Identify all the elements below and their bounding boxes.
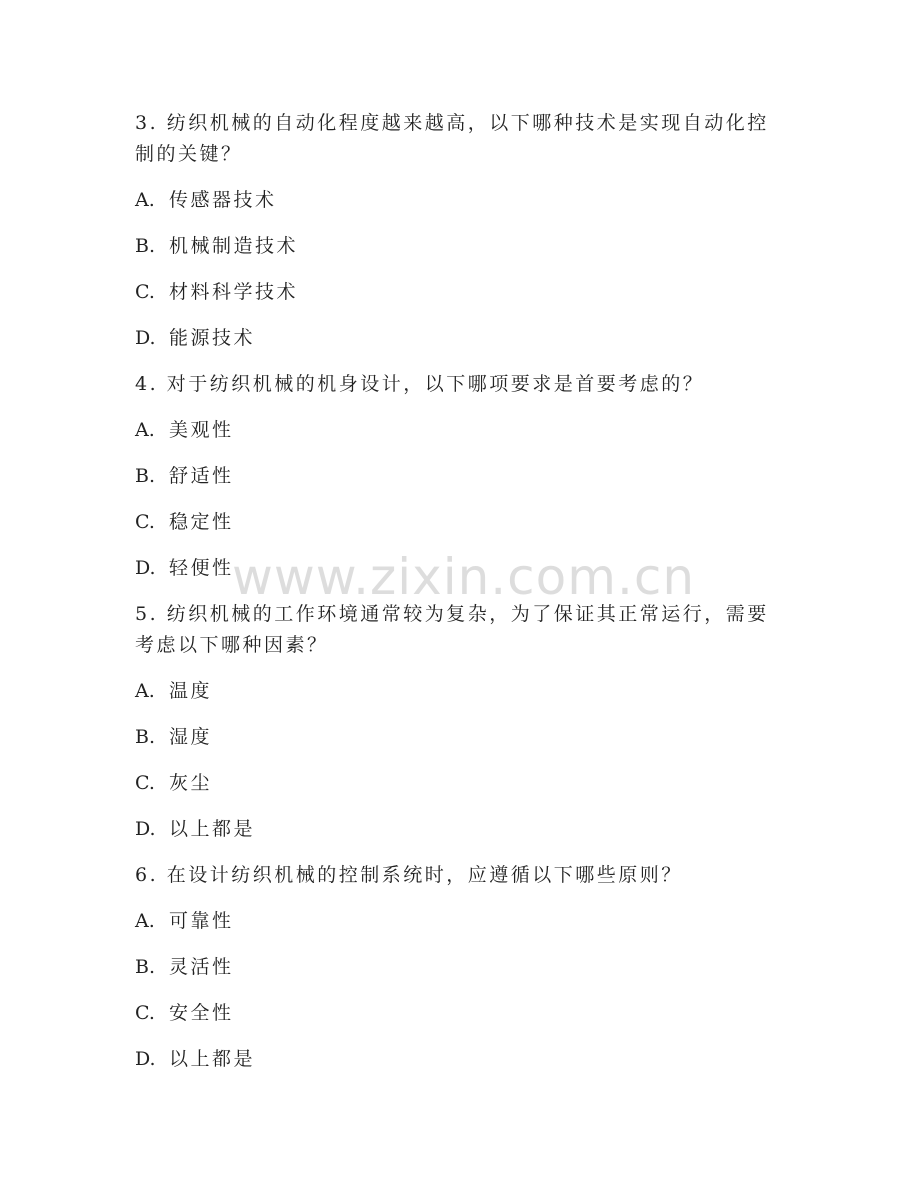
option-d: [135, 323, 785, 354]
option-label: A.: [135, 419, 155, 441]
option-label: A.: [135, 189, 155, 211]
option-c: [135, 768, 785, 799]
watermark-text: www.zixin.com.cn: [232, 548, 696, 606]
option-c: [135, 998, 785, 1029]
option-label: B.: [135, 465, 156, 487]
option-label: B.: [135, 956, 156, 978]
option-label: A.: [135, 680, 155, 702]
option-label: C.: [135, 772, 155, 794]
question-body: 纺织机械的自动化程度越来越高，以下哪种技术是实现自动化控制的关键？: [135, 112, 769, 165]
option-text: 温度: [169, 680, 213, 702]
question-block: [135, 860, 785, 1075]
question-text: [135, 599, 785, 661]
option-text: 灵活性: [169, 956, 234, 978]
option-label: B.: [135, 726, 156, 748]
option-b: [135, 952, 785, 983]
option-text: 稳定性: [169, 511, 234, 533]
option-b: [135, 722, 785, 753]
option-label: A.: [135, 910, 155, 932]
question-number: 5.: [135, 603, 159, 625]
option-label: D.: [135, 557, 156, 579]
question-number: 6.: [135, 864, 159, 886]
option-a: [135, 676, 785, 707]
option-label: B.: [135, 235, 156, 257]
option-text: 以上都是: [169, 1048, 256, 1070]
question-body: 纺织机械的工作环境通常较为复杂，为了保证其正常运行，需要考虑以下哪种因素？: [135, 603, 769, 656]
option-text: 舒适性: [169, 465, 234, 487]
question-body: 在设计纺织机械的控制系统时，应遵循以下哪些原则？: [166, 864, 683, 886]
question-number: 4.: [135, 373, 159, 395]
option-text: 湿度: [169, 726, 213, 748]
option-a: [135, 185, 785, 216]
question-number: 3.: [135, 112, 159, 134]
question-block: [135, 599, 785, 845]
option-text: 安全性: [169, 1002, 234, 1024]
option-text: 能源技术: [169, 327, 256, 349]
question-text: [135, 860, 785, 891]
option-c: [135, 277, 785, 308]
option-text: 以上都是: [169, 818, 256, 840]
option-c: [135, 507, 785, 538]
option-label: D.: [135, 327, 156, 349]
option-label: C.: [135, 1002, 155, 1024]
option-a: [135, 415, 785, 446]
option-label: D.: [135, 1048, 156, 1070]
option-a: [135, 906, 785, 937]
option-text: 机械制造技术: [169, 235, 299, 257]
option-d: [135, 814, 785, 845]
option-text: 材料科学技术: [169, 281, 299, 303]
option-text: 灰尘: [169, 772, 213, 794]
option-b: [135, 461, 785, 492]
question-text: [135, 369, 785, 400]
option-text: 可靠性: [169, 910, 234, 932]
option-text: 传感器技术: [169, 189, 277, 211]
question-body: 对于纺织机械的机身设计，以下哪项要求是首要考虑的？: [166, 373, 705, 395]
question-block: [135, 108, 785, 354]
option-label: D.: [135, 818, 156, 840]
option-label: C.: [135, 511, 155, 533]
option-text: 美观性: [169, 419, 234, 441]
question-text: [135, 108, 785, 170]
option-label: C.: [135, 281, 155, 303]
option-d: [135, 1044, 785, 1075]
option-text: 轻便性: [169, 557, 234, 579]
option-b: [135, 231, 785, 262]
